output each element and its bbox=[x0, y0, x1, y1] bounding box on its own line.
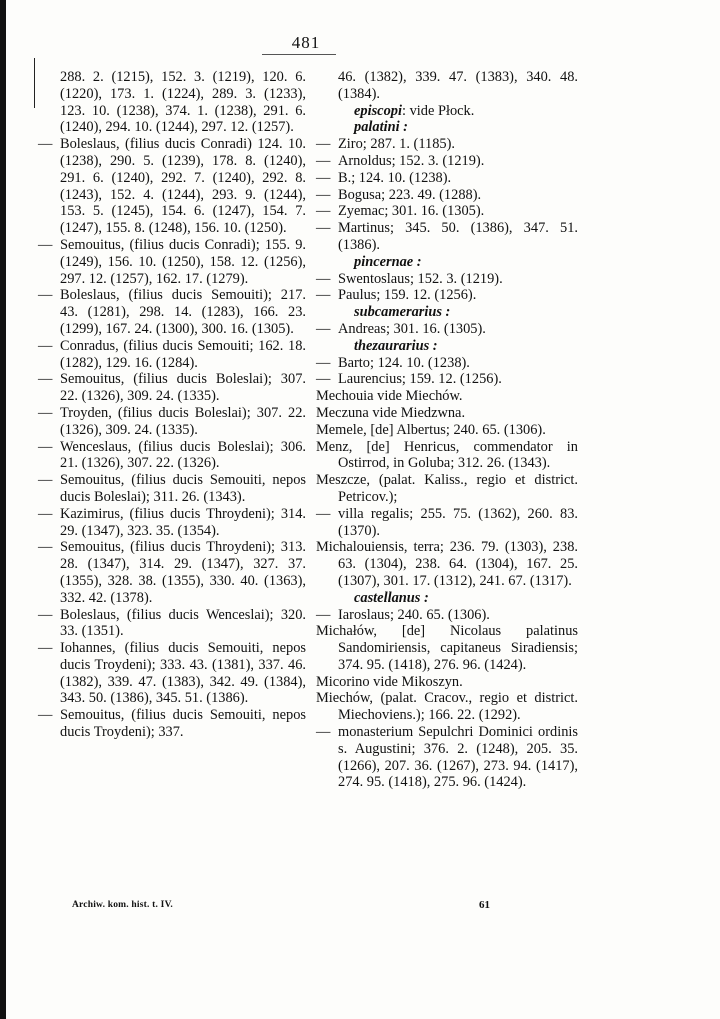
index-entry: — Bogusa; 223. 49. (1288). bbox=[316, 187, 578, 204]
index-headword-entry: Memele, [de] Albertus; 240. 65. (1306). bbox=[316, 421, 546, 438]
index-entry: — Semouitus, (filius ducis Conradi); 155. 9. (1249), 156. 10. (1250), 158. 12. (1256), 297. 12. (1257), 162. 17. (1279). bbox=[38, 237, 306, 287]
page-number: 481 bbox=[291, 33, 321, 52]
index-entry: — monasterium Sepulchri Dominici ordinis s. Augustini; 376. 2. (1248), 205. 35. (1266), 207. 36. (1267), 273. 94. (1417), 274. 95. (1418), 275. 96. (1424). bbox=[316, 724, 578, 791]
index-entry: — Arnoldus; 152. 3. (1219). bbox=[316, 153, 578, 170]
subentry-label: episcopi bbox=[354, 102, 402, 119]
index-headword-entry: Menz, [de] Henricus, commendator in Ostirrod, in Goluba; 312. 26. (1343). bbox=[316, 438, 578, 472]
index-entry: — Conradus, (filius ducis Semouiti; 162. 18. (1282), 129. 16. (1284). bbox=[38, 338, 306, 372]
index-headword-entry: Meszcze, (palat. Kaliss., regio et district. Petricov.); bbox=[316, 472, 578, 505]
index-entry: 288. 2. (1215), 152. 3. (1219), 120. 6. (1220), 173. 1. (1224), 289. 3. (1233), 123. 10. (1238), 374. 1. (1238), 291. 6. (1240), 294. 10. (1244), 297. 12. (1257). bbox=[60, 69, 306, 136]
section-heading: castellanus : bbox=[354, 589, 429, 606]
index-entry: — B.; 124. 10. (1238). bbox=[316, 170, 578, 187]
index-subentry bbox=[316, 103, 578, 120]
index-entry: — Ziro; 287. 1. (1185). bbox=[316, 136, 578, 153]
footer-sheet-number: 61 bbox=[479, 899, 490, 911]
margin-mark bbox=[34, 58, 35, 108]
index-entry: — Semouitus, (filius ducis Boleslai); 307. 22. (1326), 309. 24. (1335). bbox=[38, 371, 306, 405]
section-heading: thezaurarius : bbox=[354, 337, 438, 354]
section-heading: subcamerarius : bbox=[354, 304, 451, 321]
index-entry: — Iohannes, (filius ducis Semouiti, nepos ducis Troydeni); 333. 43. (1381), 337. 46. (1382), 339. 47. (1383), 342. 49. (1384), 343. 50. (1386), 345. 51. (1386). bbox=[38, 640, 306, 707]
index-entry: — Wenceslaus, (filius ducis Boleslai); 306. 21. (1326), 307. 22. (1326). bbox=[38, 439, 306, 473]
index-entry: — Semouitus, (filius ducis Throydeni); 313. 28. (1347), 314. 29. (1347), 327. 37. (1355), 328. 38. (1355), 330. 40. (1363), 332. 42. (1378). bbox=[38, 539, 306, 606]
section-heading: palatini : bbox=[354, 119, 408, 136]
left-column bbox=[38, 69, 306, 741]
index-entry: — Boleslaus, (filius ducis Wenceslai); 320. 33. (1351). bbox=[38, 607, 306, 641]
index-entry: — Andreas; 301. 16. (1305). bbox=[316, 321, 578, 338]
index-headword-entry: Michalouiensis, terra; 236. 79. (1303), 238. 63. (1304), 238. 64. (1304), 167. 25. (1307), 301. 17. (1312), 241. 67. (1317). bbox=[316, 539, 578, 589]
footer-signature: Archiw. kom. hist. t. IV. bbox=[72, 900, 173, 910]
index-entry: — Troyden, (filius ducis Boleslai); 307. 22. (1326), 309. 24. (1335). bbox=[38, 405, 306, 439]
index-entry: — Kazimirus, (filius ducis Throydeni); 314. 29. (1347), 323. 35. (1354). bbox=[38, 506, 306, 540]
index-headword-entry: Micorino vide Mikoszyn. bbox=[316, 673, 463, 690]
index-entry: — Semouitus, (filius ducis Semouiti, nepos ducis Troydeni); 337. bbox=[38, 707, 306, 741]
index-headword-entry: Mechouia vide Miechów. bbox=[316, 388, 463, 405]
index-headword-entry: Miechów, (palat. Cracov., regio et district. Miechoviens.); 166. 22. (1292). bbox=[316, 690, 578, 724]
index-entry: 46. (1382), 339. 47. (1383), 340. 48. (1384). bbox=[338, 69, 578, 102]
right-column bbox=[316, 69, 578, 791]
index-headword-entry: Michałów, [de] Nicolaus palatinus Sandomiriensis, capitaneus Siradiensis; 374. 95. (1418), 276. 96. (1424). bbox=[316, 623, 578, 673]
index-entry: — Semouitus, (filius ducis Semouiti, nepos ducis Boleslai); 311. 26. (1343). bbox=[38, 472, 306, 506]
index-entry: — Boleslaus, (filius ducis Conradi) 124. 10. (1238), 290. 5. (1239), 178. 8. (1240), 291. 6. (1240), 292. 7. (1240), 292. 8. (1243), 152. 4. (1244), 293. 9. (1244), 153. 5. (1245), 154. 6. (1247), 154. 7. (1247), 155. 8. (1248), 156. 10. (1250). bbox=[38, 136, 306, 237]
index-entry: — Laurencius; 159. 12. (1256). bbox=[316, 371, 578, 388]
index-entry: — villa regalis; 255. 75. (1362), 260. 83. (1370). bbox=[316, 506, 578, 540]
index-entry: — Martinus; 345. 50. (1386), 347. 51. (1386). bbox=[316, 220, 578, 254]
index-entry: — Barto; 124. 10. (1238). bbox=[316, 355, 578, 372]
index-headword-entry: Meczuna vide Miedzwna. bbox=[316, 404, 466, 421]
index-entry: — Iaroslaus; 240. 65. (1306). bbox=[316, 607, 578, 624]
subentry-text: : vide Płock. bbox=[401, 102, 475, 119]
index-entry: — Boleslaus, (filius ducis Semouiti); 217. 43. (1281), 298. 14. (1283), 166. 23. (1299), 167. 24. (1300), 300. 16. (1305). bbox=[38, 287, 306, 337]
scan-edge-bar bbox=[0, 0, 6, 1019]
index-entry: — Paulus; 159. 12. (1256). bbox=[316, 287, 578, 304]
index-entry: — Zyemac; 301. 16. (1305). bbox=[316, 203, 578, 220]
section-heading: pincernae : bbox=[354, 253, 422, 270]
page-number-rule bbox=[262, 54, 336, 55]
index-entry: — Swentoslaus; 152. 3. (1219). bbox=[316, 271, 578, 288]
